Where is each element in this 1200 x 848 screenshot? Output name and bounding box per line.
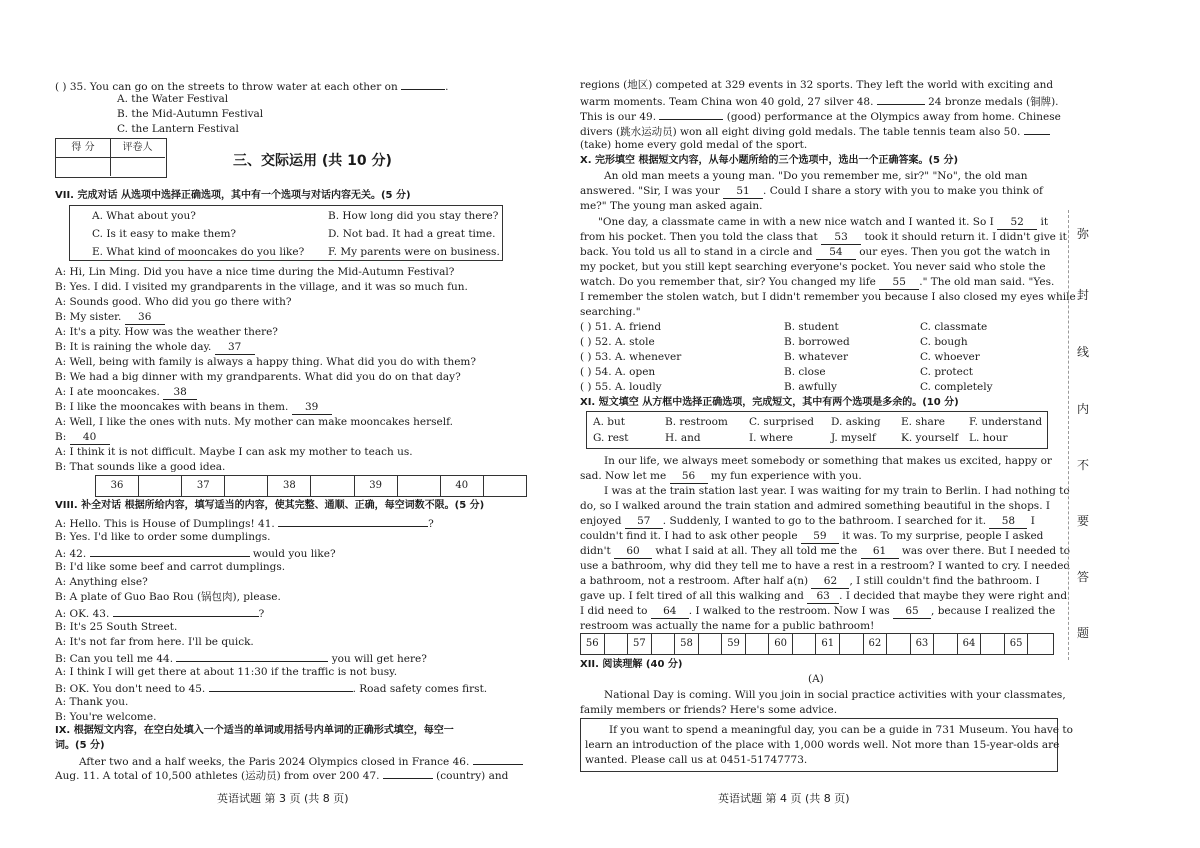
- blank-54[interactable]: 54: [816, 246, 856, 260]
- s10-line: me?" The young man asked again.: [580, 200, 763, 212]
- q35-option-a: A. the Water Festival: [117, 93, 229, 105]
- s9-cont-line: warm moments. Team China won 40 gold, 27 silver 48. 24 bronze medals (铜牌).: [580, 96, 1059, 108]
- answer-cell[interactable]: [225, 476, 268, 496]
- blank-61[interactable]: 61: [861, 545, 899, 559]
- q51-option-b[interactable]: B. student: [784, 321, 839, 333]
- q52-option-c[interactable]: C. bough: [920, 336, 968, 348]
- s8-line: B: OK. You don't need to 45. . Road safety comes first.: [55, 683, 488, 695]
- answer-cell[interactable]: [887, 634, 911, 654]
- q55-option-c[interactable]: C. completely: [920, 381, 993, 393]
- answer-label: 62: [864, 634, 888, 654]
- answer-label: 60: [769, 634, 793, 654]
- s11-line: I did need to 64 . I walked to the restroom. Now I was 65 , because I realized the: [580, 605, 1056, 617]
- seal-char: 封: [1077, 288, 1090, 302]
- blank-40[interactable]: 40: [70, 431, 110, 445]
- blank-37[interactable]: 37: [215, 341, 255, 355]
- s11-line: use a bathroom, why did they tell me to have a rest in a restroom? I wanted to cry. I needed: [580, 560, 1071, 572]
- s10-line: "One day, a classmate came in with a new nice watch and I wanted it. So I 52 it: [598, 216, 1049, 228]
- answer-label: 39: [355, 476, 398, 496]
- s11-option: K. yourself: [901, 432, 959, 444]
- answer-label: 61: [816, 634, 840, 654]
- s11-option: H. and: [665, 432, 701, 444]
- s11-option: G. rest: [593, 432, 629, 444]
- answer-cell[interactable]: [398, 476, 441, 496]
- s7-line: B: That sounds like a good idea.: [55, 461, 226, 473]
- seal-char: 要: [1077, 514, 1090, 528]
- answer-cell[interactable]: [981, 634, 1005, 654]
- s11-option: A. but: [593, 416, 625, 428]
- s11-line: didn't 60 what I said at all. They all told me the 61 was over there. But I needed to: [580, 545, 1071, 557]
- s11-option: F. understand: [969, 416, 1043, 428]
- blank-56[interactable]: 56: [670, 470, 708, 484]
- s7-option: A. What about you?: [92, 210, 196, 222]
- answer-label: 63: [911, 634, 935, 654]
- s9-cont-line: regions (地区) competed at 329 events in 32 sports. They left the world with exciting and: [580, 79, 1054, 91]
- blank-64[interactable]: 64: [651, 605, 689, 619]
- answer-cell[interactable]: [484, 476, 526, 496]
- q35-option-b: B. the Mid-Autumn Festival: [117, 108, 264, 120]
- s11-line: In our life, we always meet somebody or something that makes us excited, happy or: [604, 455, 1052, 467]
- s12-intro: family members or friends? Here's some advice.: [580, 704, 838, 716]
- s7-line: B: 40: [55, 431, 110, 445]
- s7-option: B. How long did you stay there?: [328, 210, 499, 222]
- s11-option: B. restroom: [665, 416, 728, 428]
- answer-label: 58: [675, 634, 699, 654]
- q46-blank[interactable]: [473, 754, 523, 765]
- s8-line: B: A plate of Guo Bao Rou (锅包肉), please.: [55, 591, 281, 603]
- q49-blank[interactable]: [659, 109, 723, 120]
- s7-heading: VII. 完成对话 从选项中选择正确选项，其中有一个选项与对话内容无关。(5 分): [55, 190, 411, 201]
- s7-option: D. Not bad. It had a great time.: [328, 228, 496, 240]
- s8-heading: VIII. 补全对话 根据所给内容，填写适当的内容，使其完整、通顺、正确，每空词数不限。(5 分): [55, 500, 485, 511]
- seal-char: 不: [1077, 458, 1090, 472]
- answer-cell[interactable]: [139, 476, 182, 496]
- blank-62[interactable]: 62: [811, 575, 849, 589]
- s11-options-box: [586, 411, 1048, 449]
- s8-line: A: It's not far from here. I'll be quick.: [55, 636, 254, 648]
- s11-line: I was at the train station last year. I was waiting for my train to Berlin. I had nothing to: [604, 485, 1070, 497]
- s7-line: A: Well, being with family is always a happy thing. What did you do with them?: [55, 356, 476, 368]
- blank-38[interactable]: 38: [163, 386, 197, 400]
- q53-option-c[interactable]: C. whoever: [920, 351, 980, 363]
- s7-line: A: Hi, Lin Ming. Did you have a nice time during the Mid-Autumn Festival?: [55, 266, 455, 278]
- s8-line: A: OK. 43. ?: [55, 608, 265, 620]
- s8-line: A: I think I will get there at about 11:30 if the traffic is not busy.: [55, 666, 398, 678]
- answer-cell[interactable]: [934, 634, 958, 654]
- seal-dashed-line: [1068, 210, 1069, 660]
- s7-answer-row: [95, 475, 527, 497]
- answer-cell[interactable]: [605, 634, 629, 654]
- s8-line: A: Hello. This is House of Dumplings! 41. ?: [55, 518, 434, 530]
- q47-blank[interactable]: [383, 768, 433, 779]
- footer-page-3: 英语试题 第 3 页 (共 8 页): [217, 792, 349, 805]
- s11-line: gave up. I felt tired of all this walking and 63 . I decided that maybe they were right and: [580, 590, 1068, 602]
- q53-option-b[interactable]: B. whatever: [784, 351, 848, 363]
- blank-59[interactable]: 59: [801, 530, 839, 544]
- footer-page-4: 英语试题 第 4 页 (共 8 页): [718, 792, 850, 805]
- seal-char: 弥: [1077, 227, 1090, 241]
- answer-label: 64: [958, 634, 982, 654]
- blank-65[interactable]: 65: [893, 605, 931, 619]
- s7-option: C. Is it easy to make them?: [92, 228, 237, 240]
- s7-line: A: It's a pity. How was the weather there?: [55, 326, 278, 338]
- answer-cell[interactable]: [746, 634, 770, 654]
- q44-blank[interactable]: [176, 651, 328, 662]
- seal-char: 线: [1077, 345, 1090, 359]
- q51-choice[interactable]: ( ) 51. A. friend: [580, 321, 662, 333]
- score-box: [55, 138, 167, 178]
- q48-blank[interactable]: [877, 94, 925, 105]
- s11-line: do, so I walked around the train station and admired something beautiful in the shops. I: [580, 500, 1051, 512]
- s11-option: C. surprised: [749, 416, 814, 428]
- seal-char: 答: [1077, 570, 1090, 584]
- s11-option: L. hour: [969, 432, 1008, 444]
- s7-line: A: Well, I like the ones with nuts. My mother can make mooncakes herself.: [55, 416, 453, 428]
- s9-heading-cont: 词。(5 分): [55, 740, 105, 751]
- s9-para: After two and a half weeks, the Paris 2024 Olympics closed in France 46.: [79, 754, 523, 769]
- s8-line: B: You're welcome.: [55, 711, 157, 723]
- s7-line: B: My sister. 36: [55, 311, 165, 325]
- q55-choice[interactable]: ( ) 55. A. loudly: [580, 381, 662, 393]
- s8-line: A: Anything else?: [55, 576, 148, 588]
- q54-option-c[interactable]: C. protect: [920, 366, 973, 378]
- answer-cell[interactable]: [793, 634, 817, 654]
- grader-label: 评卷人: [110, 139, 165, 158]
- q50-blank[interactable]: [1024, 124, 1050, 135]
- s11-option: I. where: [749, 432, 794, 444]
- s11-line: couldn't find it. I had to ask other people 59 it was. To my surprise, people I asked: [580, 530, 1044, 542]
- s7-line: B: Yes. I did. I visited my grandparents in the village, and it was so much fun.: [55, 281, 468, 293]
- answer-label: 57: [628, 634, 652, 654]
- q51-option-c[interactable]: C. classmate: [920, 321, 988, 333]
- score-label: 得 分: [56, 139, 111, 158]
- section3-title: 三、交际运用 (共 10 分): [233, 153, 392, 169]
- answer-label: 59: [722, 634, 746, 654]
- s7-line: B: It is raining the whole day. 37: [55, 341, 255, 355]
- s8-line: A: 42. would you like?: [55, 548, 336, 560]
- answer-label: 65: [1005, 634, 1029, 654]
- answer-cell[interactable]: [699, 634, 723, 654]
- s8-line: B: Yes. I'd like to order some dumplings.: [55, 531, 271, 543]
- s11-line: a bathroom, not a restroom. After half a(n) 62 , I still couldn't find the bathroom. I: [580, 575, 1040, 587]
- q35-option-c: C. the Lantern Festival: [117, 123, 239, 135]
- score-cell: [56, 157, 111, 176]
- answer-label: 40: [441, 476, 484, 496]
- s11-option: E. share: [901, 416, 945, 428]
- blank-57[interactable]: 57: [625, 515, 663, 529]
- q53-choice[interactable]: ( ) 53. A. whenever: [580, 351, 682, 363]
- blank-63[interactable]: 63: [807, 590, 839, 604]
- s11-line: enjoyed 57 . Suddenly, I wanted to go to the bathroom. I searched for it. 58 I: [580, 515, 1035, 527]
- q41-blank[interactable]: [278, 516, 428, 527]
- s8-line: B: It's 25 South Street.: [55, 621, 178, 633]
- s9-cont-line: (take) home every gold medal of the sport.: [580, 139, 808, 151]
- s10-line: searching.": [580, 306, 641, 318]
- s9-cont-line: divers (跳水运动员) won all eight diving gold medals. The table tennis team also 50.: [580, 124, 1050, 139]
- seal-char: 题: [1077, 626, 1090, 640]
- answer-cell[interactable]: [311, 476, 354, 496]
- s7-line: B: I like the mooncakes with beans in them. 39: [55, 401, 332, 415]
- q54-choice[interactable]: ( ) 54. A. open: [580, 366, 656, 378]
- s8-line: B: Can you tell me 44. you will get here?: [55, 653, 427, 665]
- s11-line: sad. Now let me 56 my fun experience with you.: [580, 470, 862, 482]
- answer-label: 38: [268, 476, 311, 496]
- blank-51[interactable]: 51: [723, 185, 763, 199]
- s7-line: A: I ate mooncakes. 38: [55, 386, 197, 400]
- q54-option-b[interactable]: B. close: [784, 366, 826, 378]
- s11-line: restroom was actually the name for a public bathroom!: [580, 620, 875, 632]
- s7-options-box: [69, 205, 503, 261]
- ad-line: learn an introduction of the place with 1,000 words well. Not more than 15-year-olds are: [585, 739, 1060, 751]
- q35-stem: ( ) 35. You can go on the streets to throw water at each other on .: [55, 81, 449, 93]
- answer-label: 56: [581, 634, 605, 654]
- s7-option: E. What kind of mooncakes do you like?: [92, 246, 305, 258]
- s10-line: from his pocket. Then you told the class that 53 took it should return it. I didn't give it: [580, 231, 1067, 243]
- s7-line: A: Sounds good. Who did you go there with?: [55, 296, 292, 308]
- s10-heading: X. 完形填空 根据短文内容，从每小题所给的三个选项中，选出一个正确答案。(5 分): [580, 155, 959, 166]
- s10-line: watch. Do you remember that, sir? You changed my life 55 ." The old man said. "Yes.: [580, 276, 1055, 288]
- answer-cell[interactable]: [652, 634, 676, 654]
- q45-blank[interactable]: [209, 681, 353, 692]
- s10-line: back. You told us all to stand in a circle and 54 our eyes. Then you got the watch in: [580, 246, 1051, 258]
- s11-answer-row: [580, 633, 1054, 655]
- answer-cell[interactable]: [1028, 634, 1053, 654]
- blank-36[interactable]: 36: [125, 311, 165, 325]
- s9-cont-line: This is our 49. (good) performance at the Olympics away from home. Chinese: [580, 111, 1061, 123]
- ad-line: wanted. Please call us at 0451-51747773.: [585, 754, 808, 766]
- s8-line: B: I'd like some beef and carrot dumplings.: [55, 561, 286, 573]
- s9-heading: IX. 根据短文内容，在空白处填入一个适当的单词或用括号内单词的正确形式填空，每空一: [55, 725, 454, 736]
- answer-label: 37: [182, 476, 225, 496]
- s7-option: F. My parents were on business.: [328, 246, 500, 258]
- seal-char: 内: [1077, 402, 1090, 416]
- s9-para: Aug. 11. A total of 10,500 athletes (运动员) from over 200 47. (country) and: [55, 770, 509, 782]
- ad-line: If you want to spend a meaningful day, you can be a guide in 731 Museum. You have to: [609, 724, 1073, 736]
- q52-choice[interactable]: ( ) 52. A. stole: [580, 336, 655, 348]
- s7-line: B: We had a big dinner with my grandparents. What did you do on that day?: [55, 371, 461, 383]
- s12-heading: XII. 阅读理解 (40 分): [580, 659, 683, 670]
- blank-58[interactable]: 58: [989, 515, 1027, 529]
- s8-line: A: Thank you.: [55, 696, 129, 708]
- q55-option-b[interactable]: B. awfully: [784, 381, 837, 393]
- answer-cell[interactable]: [840, 634, 864, 654]
- s11-option: J. myself: [831, 432, 876, 444]
- s12-sub: (A): [808, 673, 824, 685]
- q52-option-b[interactable]: B. borrowed: [784, 336, 850, 348]
- answer-label: 36: [96, 476, 139, 496]
- blank-39[interactable]: 39: [292, 401, 332, 415]
- s12-intro: National Day is coming. Will you join in social practice activities with your classmates,: [604, 689, 1066, 701]
- s11-option: D. asking: [831, 416, 881, 428]
- s10-line: answered. "Sir, I was your 51 . Could I share a story with you to make you think of: [580, 185, 1043, 197]
- s7-line: A: I think it is not difficult. Maybe I can ask my mother to teach us.: [55, 446, 413, 458]
- s10-line: my pocket, but you still kept searching everyone's pocket. You never said who stole the: [580, 261, 1046, 273]
- s11-heading: XI. 短文填空 从方框中选择正确选项，完成短文，其中有两个选项是多余的。(10 分): [580, 397, 959, 408]
- s10-line: I remember the stolen watch, but I didn't remember you because I also closed my eyes while: [580, 291, 1076, 303]
- q42-blank[interactable]: [90, 546, 250, 557]
- blank-52[interactable]: 52: [997, 216, 1037, 230]
- s10-line: An old man meets a young man. "Do you remember me, sir?" "No", the old man: [604, 170, 1028, 182]
- s12-ad-box: [580, 718, 1073, 772]
- blank-60[interactable]: 60: [614, 545, 652, 559]
- blank-53[interactable]: 53: [821, 231, 861, 245]
- blank-55[interactable]: 55: [879, 276, 919, 290]
- q43-blank[interactable]: [113, 606, 259, 617]
